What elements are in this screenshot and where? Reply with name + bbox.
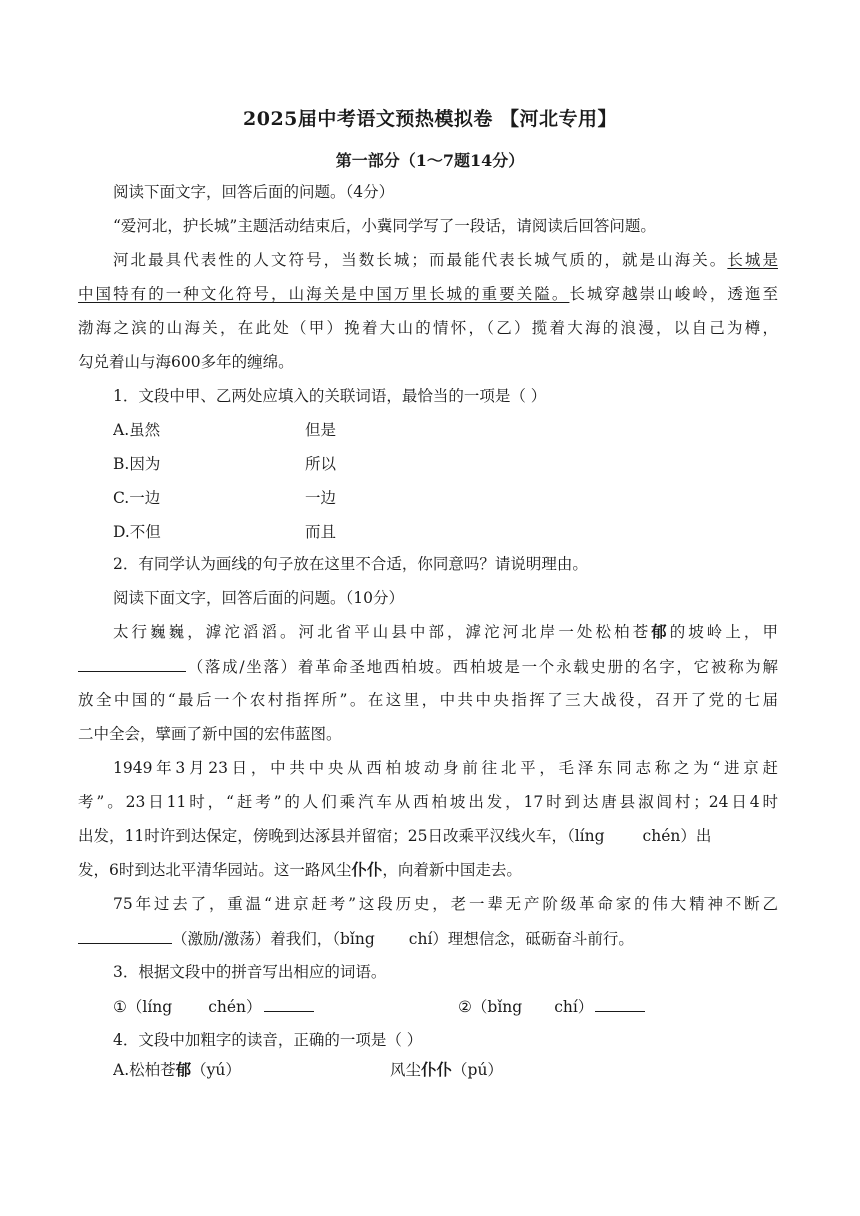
passage2-p1-line4: 二中全会，擘画了新中国的宏伟蓝图。 bbox=[78, 725, 342, 743]
passage2-text: 太行巍巍，滹沱滔滔。河北省平山县中部，滹沱河北岸一处松柏苍 bbox=[113, 623, 652, 641]
q1-option-a bbox=[113, 420, 778, 440]
q4-a-second-wrap bbox=[390, 1060, 503, 1080]
section1-intro: “爱河北，护长城”主题活动结束后，小冀同学写了一段话，请阅读后回答问题。 bbox=[113, 217, 656, 235]
question-2: 2．有同学认为画线的句子放在这里不合适，你同意吗？请说明理由。 bbox=[113, 555, 588, 573]
pinyin-bing: bǐng bbox=[339, 930, 375, 948]
passage2-text: ，向着新中国走去。 bbox=[382, 861, 522, 879]
pinyin-chen: chén bbox=[642, 827, 681, 845]
option-first: D.不但 bbox=[113, 523, 161, 541]
section1-instruction: 阅读下面文字，回答后面的问题。（4分） bbox=[113, 183, 395, 201]
answer-blank-1[interactable] bbox=[264, 996, 314, 1012]
passage2-text: 出发，11时许到达保定，傍晚到达涿县并留宿；25日改乘平汉线火车，（ bbox=[78, 827, 575, 845]
bold-chars-pupu: 仆仆 bbox=[351, 860, 383, 879]
passage2-text: （落成/坐落）着革命圣地西柏坡。西柏坡是一个永载史册的名字，它被称为解 bbox=[186, 658, 778, 676]
q3-item-2b: chí） bbox=[554, 998, 594, 1016]
q1-option-d bbox=[113, 522, 778, 542]
q4-b-pinyin: （pú） bbox=[452, 1061, 503, 1079]
bold-char-yu: 郁 bbox=[651, 622, 670, 641]
q3-answers bbox=[113, 996, 778, 1017]
q1-option-b bbox=[113, 454, 778, 474]
question-3: 3．根据文段中的拼音写出相应的词语。 bbox=[113, 963, 387, 981]
q4-b-bold: 仆仆 bbox=[421, 1060, 453, 1079]
q4-a-pinyin: （yú） bbox=[191, 1061, 241, 1079]
blank-jia[interactable] bbox=[78, 656, 186, 672]
question-1: 1．文段中甲、乙两处应填入的关联词语，最恰当的一项是（ ） bbox=[113, 387, 547, 405]
passage2-text: 的坡岭上，甲 bbox=[669, 623, 778, 641]
pinyin-ling: líng bbox=[574, 827, 605, 845]
page-title: 2025届中考语文预热模拟卷 【河北专用】 bbox=[243, 108, 617, 130]
question-4: 4．文段中加粗字的读音，正确的一项是（ ） bbox=[113, 1031, 423, 1049]
passage2-p3-line1: 75年过去了，重温“进京赶考”这段历史，老一辈无产阶级革命家的伟大精神不断乙 bbox=[113, 895, 778, 913]
blank-yi[interactable] bbox=[78, 928, 172, 944]
option-second: 所以 bbox=[305, 455, 337, 473]
q4-option-a bbox=[113, 1060, 778, 1080]
option-first: A.虽然 bbox=[113, 421, 161, 439]
passage2-p3-line2 bbox=[78, 928, 778, 949]
passage2-p1-line3: 放全中国的“最后一个农村指挥所”。在这里，中共中央指挥了三大战役，召开了党的七届 bbox=[78, 691, 778, 709]
passage2-text: 发，6时到达北平清华园站。这一路风尘 bbox=[78, 861, 352, 879]
passage1-line4: 勾兑着山与海600多年的缠绵。 bbox=[78, 353, 294, 371]
passage1-line2 bbox=[78, 284, 778, 304]
passage2-p1-line1 bbox=[113, 622, 778, 642]
q3-item-1b: chén） bbox=[208, 998, 262, 1016]
option-first: C.一边 bbox=[113, 489, 161, 507]
passage2-p2-line3 bbox=[78, 826, 778, 846]
q4-a-bold: 郁 bbox=[175, 1060, 192, 1079]
passage1-line3: 渤海之滨的山海关，在此处（甲）挽着大山的情怀，（乙）揽着大海的浪漫，以自己为樽， bbox=[78, 319, 778, 337]
passage2-p1-line2 bbox=[78, 656, 778, 677]
option-first: B.因为 bbox=[113, 455, 161, 473]
q1-option-c bbox=[113, 488, 778, 508]
q3-item-1: ①（líng bbox=[113, 998, 173, 1016]
passage2-p2-line1: 1949年3月23日，中共中央从西柏坡动身前往北平，毛泽东同志称之为“进京赶 bbox=[113, 759, 778, 777]
passage1-line1 bbox=[113, 250, 778, 270]
q3-item-2: ②（bǐng bbox=[458, 998, 523, 1016]
passage1-text: 长城穿越崇山峻岭，透迤至 bbox=[569, 285, 778, 303]
passage1-text: 河北最具代表性的人文符号，当数长城；而最能代表长城气质的，就是山海关。 bbox=[113, 251, 728, 269]
option-second: 而且 bbox=[305, 523, 337, 541]
passage2-text: ）理想信念，砥砺奋斗前行。 bbox=[432, 930, 634, 948]
underlined-sentence-start: 长城是 bbox=[727, 251, 778, 269]
answer-blank-2[interactable] bbox=[595, 996, 645, 1012]
passage2-p2-line2: 考”。23日11时，“赶考”的人们乘汽车从西柏坡出发，17时到达唐县淑闾村；24日4时 bbox=[78, 793, 778, 811]
q3-item-2-wrap bbox=[458, 996, 645, 1017]
pinyin-chi: chí bbox=[408, 930, 433, 948]
q4-b-text: 风尘 bbox=[390, 1061, 422, 1079]
option-second: 但是 bbox=[305, 421, 337, 439]
q4-a-text: A.松柏苍 bbox=[113, 1061, 176, 1079]
passage2-text: ）出 bbox=[680, 827, 712, 845]
section2-instruction: 阅读下面文字，回答后面的问题。（10分） bbox=[113, 589, 404, 607]
option-second: 一边 bbox=[305, 489, 337, 507]
part-heading: 第一部分（1～7题14分） bbox=[335, 151, 525, 170]
underlined-sentence-end: 中国特有的一种文化符号，山海关是中国万里长城的重要关隘。 bbox=[78, 285, 570, 303]
passage2-p2-line4 bbox=[78, 860, 778, 880]
passage2-text: （激励/激荡）着我们，（ bbox=[172, 930, 340, 948]
